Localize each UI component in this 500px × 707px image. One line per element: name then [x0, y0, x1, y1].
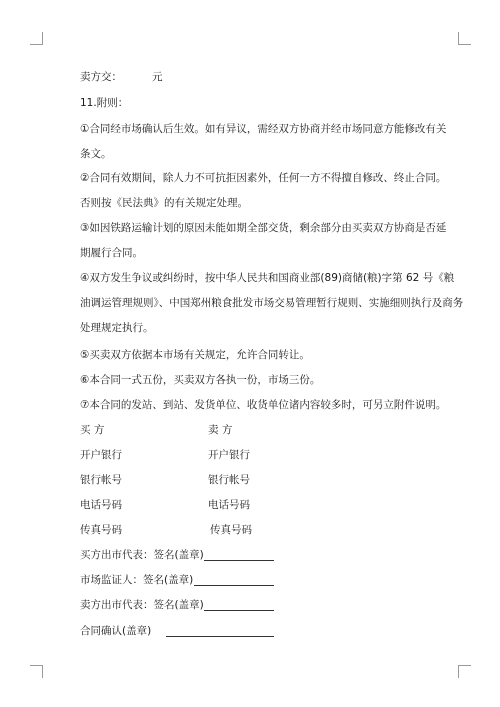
seller-payment-unit: 元 — [152, 71, 163, 83]
buyer-fax-label: 传真号码 — [80, 524, 122, 536]
clause-3-line-2: 期履行合同。 — [80, 247, 143, 259]
contract-confirmation-signature-line[interactable] — [166, 636, 274, 637]
clause-2-line-1: ②合同有效期间，除人力不可抗拒因素外，任何一方不得擅自修改、终止合同。 — [80, 172, 447, 184]
clause-5: ⑤买卖双方依据本市场有关规定，允许合同转让。 — [80, 349, 310, 361]
clause-2-line-2: 否则按《民法典》的有关规定处理。 — [80, 197, 248, 209]
seller-bank-label: 开户银行 — [208, 449, 250, 461]
clause-6: ⑥本合同一式五份，买卖双方各执一份，市场三份。 — [80, 374, 321, 386]
seller-payment-line — [80, 70, 163, 84]
seller-label: 卖 方 — [208, 424, 233, 436]
clause-4-line-2: 油调运管理规则》、中国郑州粮食批发市场交易管理暂行规则、实施细则执行及商务 — [80, 297, 464, 309]
clause-4-line-1: ④双方发生争议或纠纷时，按中华人民共和国商业部(89)商储(粮)字第 62 号《粮 — [80, 272, 455, 284]
seller-account-label: 银行帐号 — [208, 474, 250, 486]
buyer-account-label: 银行帐号 — [80, 474, 122, 486]
clause-1-line-2: 条文。 — [80, 148, 112, 160]
buyer-phone-label: 电话号码 — [80, 499, 122, 511]
contract-confirmation-label: 合同确认(盖章) — [80, 625, 152, 637]
seller-phone-label: 电话号码 — [208, 499, 250, 511]
market-supervisor-signature-line[interactable] — [194, 585, 274, 586]
buyer-label: 买 方 — [80, 424, 105, 436]
seller-fax-label: 传真号码 — [210, 524, 252, 536]
seller-payment-label: 卖方交： — [80, 71, 122, 83]
clause-4-line-3: 处理规定执行。 — [80, 322, 154, 334]
buyer-representative-signature-line[interactable] — [204, 560, 274, 561]
buyer-representative-label: 买方出市代表：签名(盖章) — [80, 549, 204, 561]
seller-representative-signature-line[interactable] — [204, 610, 274, 611]
market-supervisor-label: 市场监证人：签名(盖章) — [80, 574, 194, 586]
clause-1-line-1: ①合同经市场确认后生效。如有异议，需经双方协商并经市场同意方能修改有关 — [80, 123, 447, 135]
crop-mark-bottom-right — [458, 665, 471, 678]
section-title: 11.附则： — [80, 97, 129, 109]
crop-mark-top-right — [458, 32, 471, 45]
crop-mark-bottom-left — [30, 665, 43, 678]
crop-mark-top-left — [30, 32, 43, 45]
seller-representative-label: 卖方出市代表：签名(盖章) — [80, 599, 204, 611]
buyer-bank-label: 开户银行 — [80, 449, 122, 461]
clause-7: ⑦本合同的发站、到站、发货单位、收货单位诸内容较多时，可另立附件说明。 — [80, 399, 447, 411]
clause-3-line-1: ③如因铁路运输计划的原因未能如期全部交货，剩余部分由买卖双方协商是否延 — [80, 222, 447, 234]
